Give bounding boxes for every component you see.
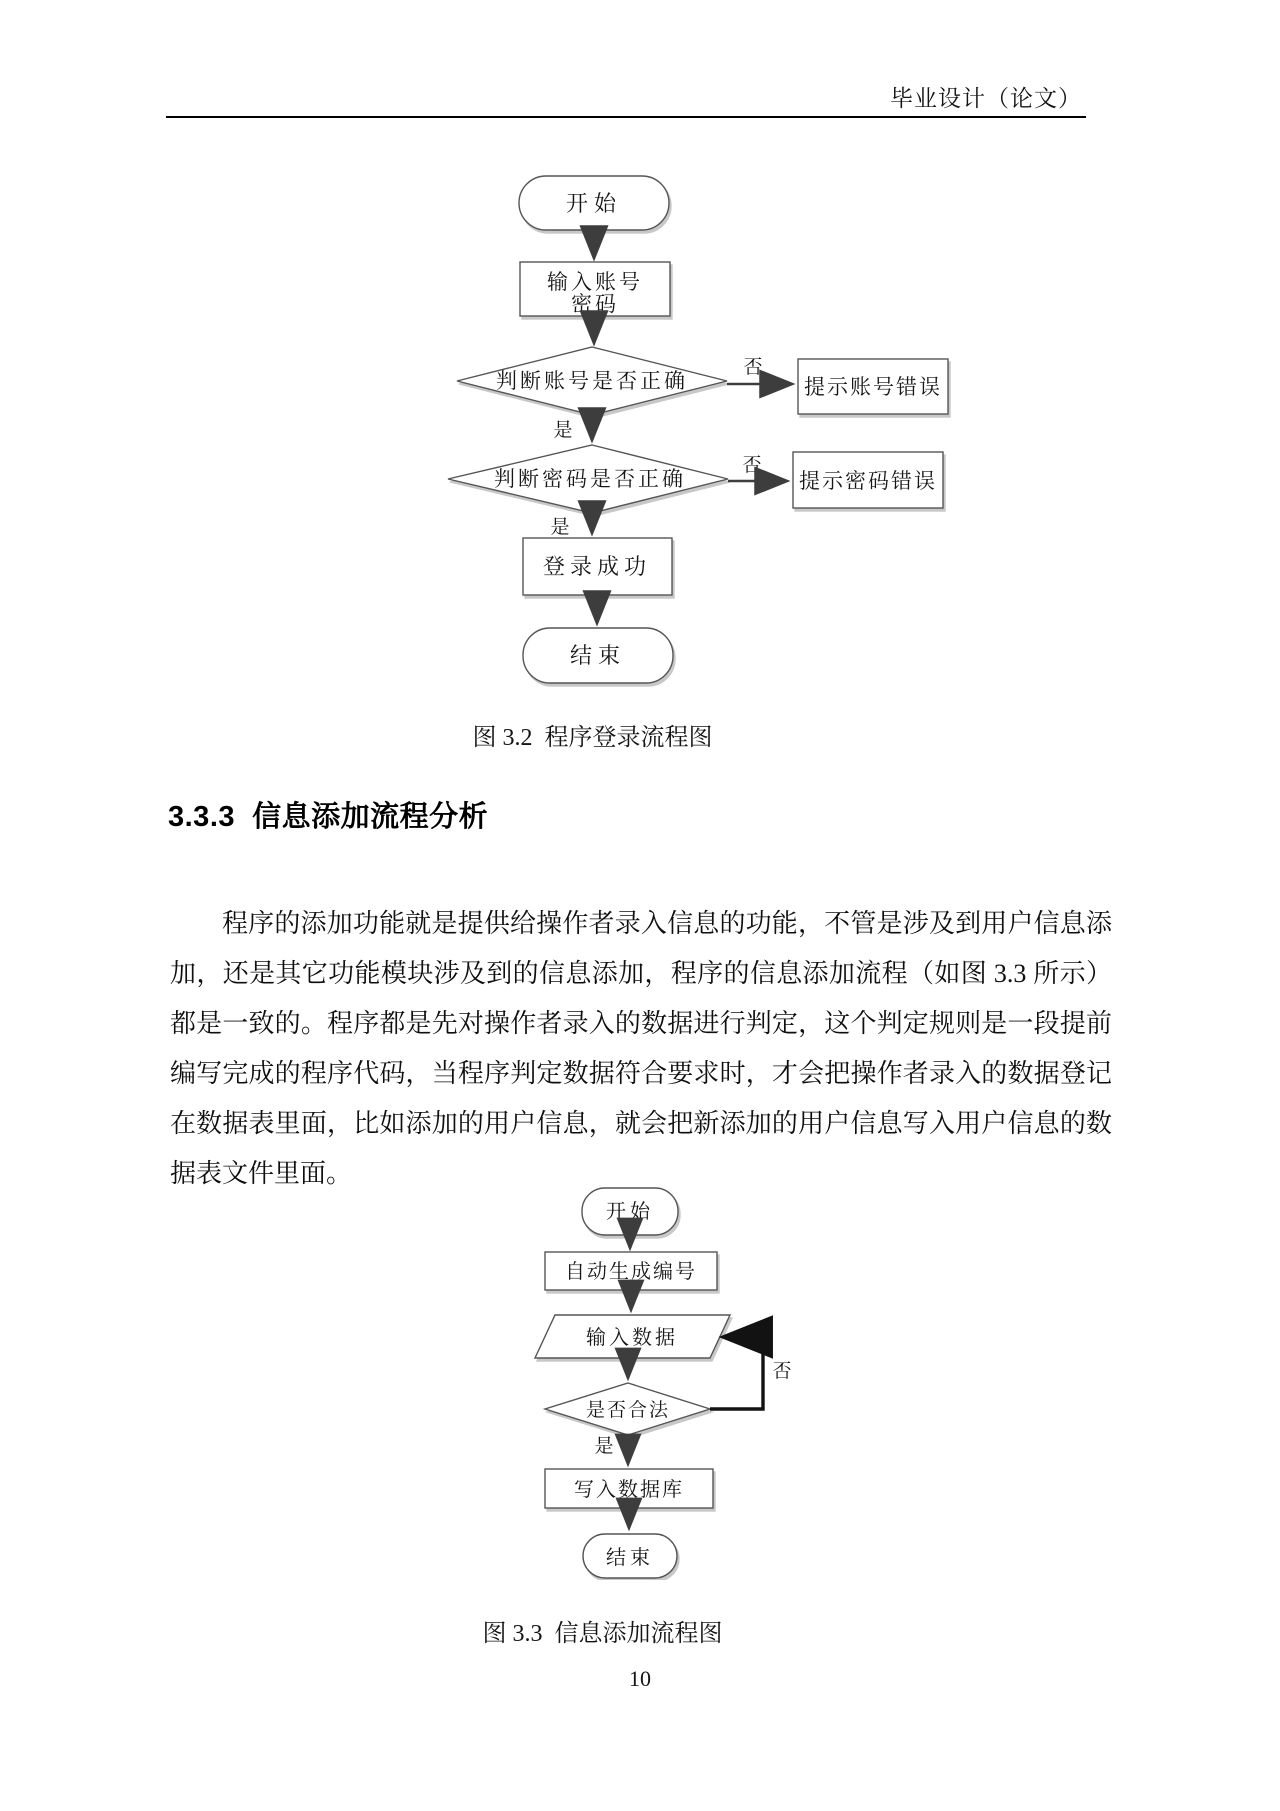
is-valid-decision-label: 是否合法 [585,1400,671,1421]
yes-branch-label: 是 [550,517,570,538]
check-account-decision-label: 判断账号是否正确 [496,369,688,393]
account-error-process-label: 提示账号错误 [804,375,942,399]
figure-3-2-flowchart [440,165,960,695]
no-loop-arrow [710,1337,763,1409]
password-error-process-label: 提示密码错误 [799,469,937,493]
yes-branch-label: 是 [594,1436,614,1457]
header-rule [166,116,1086,118]
page-header-title: 毕业设计（论文） [890,86,1082,111]
no-branch-label: 否 [772,1361,792,1382]
figure-3-3-caption: 图 3.3 信息添加流程图 [482,1621,723,1647]
body-paragraph: 程序的添加功能就是提供给操作者录入信息的功能，不管是涉及到用户信息添加，还是其它功能模块涉及到的信息添加，程序的信息添加流程（如图 3.3 所示）都是一致的。程序都是先对操作者录入的数据进行判定，这个判定规则是一段提前编写完成的程序代码，当程序判定数据符合要求时，才会把操作者录入的数据登记在数据表里面，比如添加的用户信息，就会把新添加的用户信息写入用户信息的数据表文件里面。 [170,909,1112,1188]
no-branch-label: 否 [742,455,762,476]
input-account-process-label-line2: 密码 [571,292,619,316]
start-terminator-label: 开始 [606,1201,654,1223]
login-success-process-label: 登录成功 [542,554,652,579]
write-db-process-label: 写入数据库 [574,1479,684,1501]
input-data-io-label: 输入数据 [586,1327,678,1349]
check-password-decision-label: 判断密码是否正确 [494,467,686,491]
end-terminator-label: 结束 [569,643,627,668]
page-number: 10 [629,1666,651,1691]
start-terminator-label: 开始 [565,191,623,216]
input-account-process-label-line1: 输入账号 [547,270,643,294]
section-heading: 3.3.3 信息添加流程分析 [168,801,489,833]
figure-3-3-flowchart [460,1180,800,1580]
end-terminator-label: 结束 [606,1547,654,1569]
auto-number-process-label: 自动生成编号 [565,1261,697,1283]
yes-branch-label: 是 [553,420,573,441]
figure-3-2-caption: 图 3.2 程序登录流程图 [472,725,713,751]
no-branch-label: 否 [743,357,763,378]
